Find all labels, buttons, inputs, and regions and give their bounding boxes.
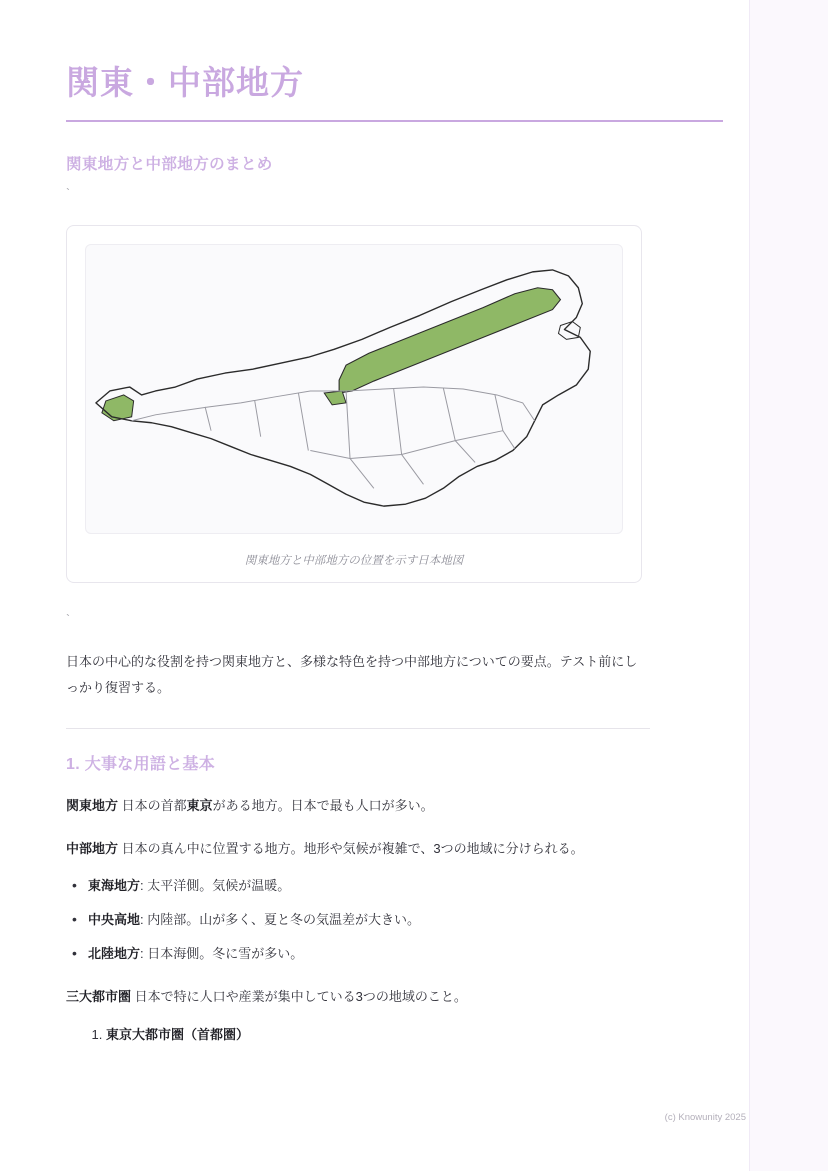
term-label-kanto: 関東地方 bbox=[66, 797, 119, 813]
bullet-text-hokuriku: : 日本海側。冬に雪が多い。 bbox=[140, 945, 304, 961]
footer-credit: (c) Knowunity 2025 bbox=[664, 1112, 746, 1123]
term-label-chubu: 中部地方 bbox=[66, 841, 119, 857]
japan-map-icon bbox=[86, 245, 622, 533]
term-entry-sandaitoshiken bbox=[66, 985, 650, 1008]
term-text-kanto-post: がある地方。日本で最も人口が多い。 bbox=[212, 797, 434, 813]
intro-paragraph: 日本の中心的な役割を持つ関東地方と、多様な特色を持つ中部地方についての要点。テスト前にしっかり復習する。 bbox=[66, 654, 638, 695]
document-content bbox=[66, 0, 650, 1046]
list-item: 1. 東京大都市圏（首都圏） bbox=[106, 1024, 650, 1046]
bullet-text-tokai: : 太平洋側。気候が温暖。 bbox=[140, 877, 291, 893]
list-item bbox=[88, 943, 650, 965]
map-figure bbox=[85, 244, 623, 534]
metro-area-list bbox=[66, 1024, 650, 1046]
figure-card bbox=[66, 225, 642, 583]
tick-mark-top: ` bbox=[66, 186, 70, 201]
term-label-sandaitoshiken: 三大都市圏 bbox=[66, 989, 132, 1004]
bullet-text-chuo: : 内陸部。山が多く、夏と冬の気温差が大きい。 bbox=[140, 911, 420, 927]
figure-caption: 関東地方と中部地方の位置を示す日本地図 bbox=[244, 555, 464, 568]
list-item bbox=[88, 875, 650, 897]
term-text-chubu: 日本の真ん中に位置する地方。地形や気候が複雑で、3つの地域に分けられる。 bbox=[118, 841, 584, 857]
page-side-strip bbox=[749, 0, 828, 1171]
bullet-label-tokai: 東海地方 bbox=[88, 877, 141, 893]
term-text-sandaitoshiken: 日本で特に人口や産業が集中している3つの地域のこと。 bbox=[131, 989, 467, 1004]
term-text-kanto-bold: 東京 bbox=[186, 797, 213, 813]
list-item bbox=[88, 909, 650, 931]
region-bullet-list bbox=[66, 875, 650, 965]
tick-mark-bottom: ` bbox=[66, 612, 70, 627]
title-divider bbox=[66, 120, 723, 122]
term-text-kanto-pre: 日本の首都 bbox=[118, 797, 187, 813]
document-subtitle: 関東地方と中部地方のまとめ bbox=[66, 156, 273, 174]
page-title: 関東・中部地方 bbox=[66, 64, 304, 101]
bullet-label-chuo: 中央高地 bbox=[88, 911, 141, 927]
term-entry-kanto bbox=[66, 794, 650, 817]
term-entry-chubu bbox=[66, 837, 650, 860]
section-divider bbox=[66, 728, 650, 729]
section-heading-1: 1. 大事な用語と基本 bbox=[66, 755, 216, 773]
bullet-label-hokuriku: 北陸地方 bbox=[88, 945, 141, 961]
